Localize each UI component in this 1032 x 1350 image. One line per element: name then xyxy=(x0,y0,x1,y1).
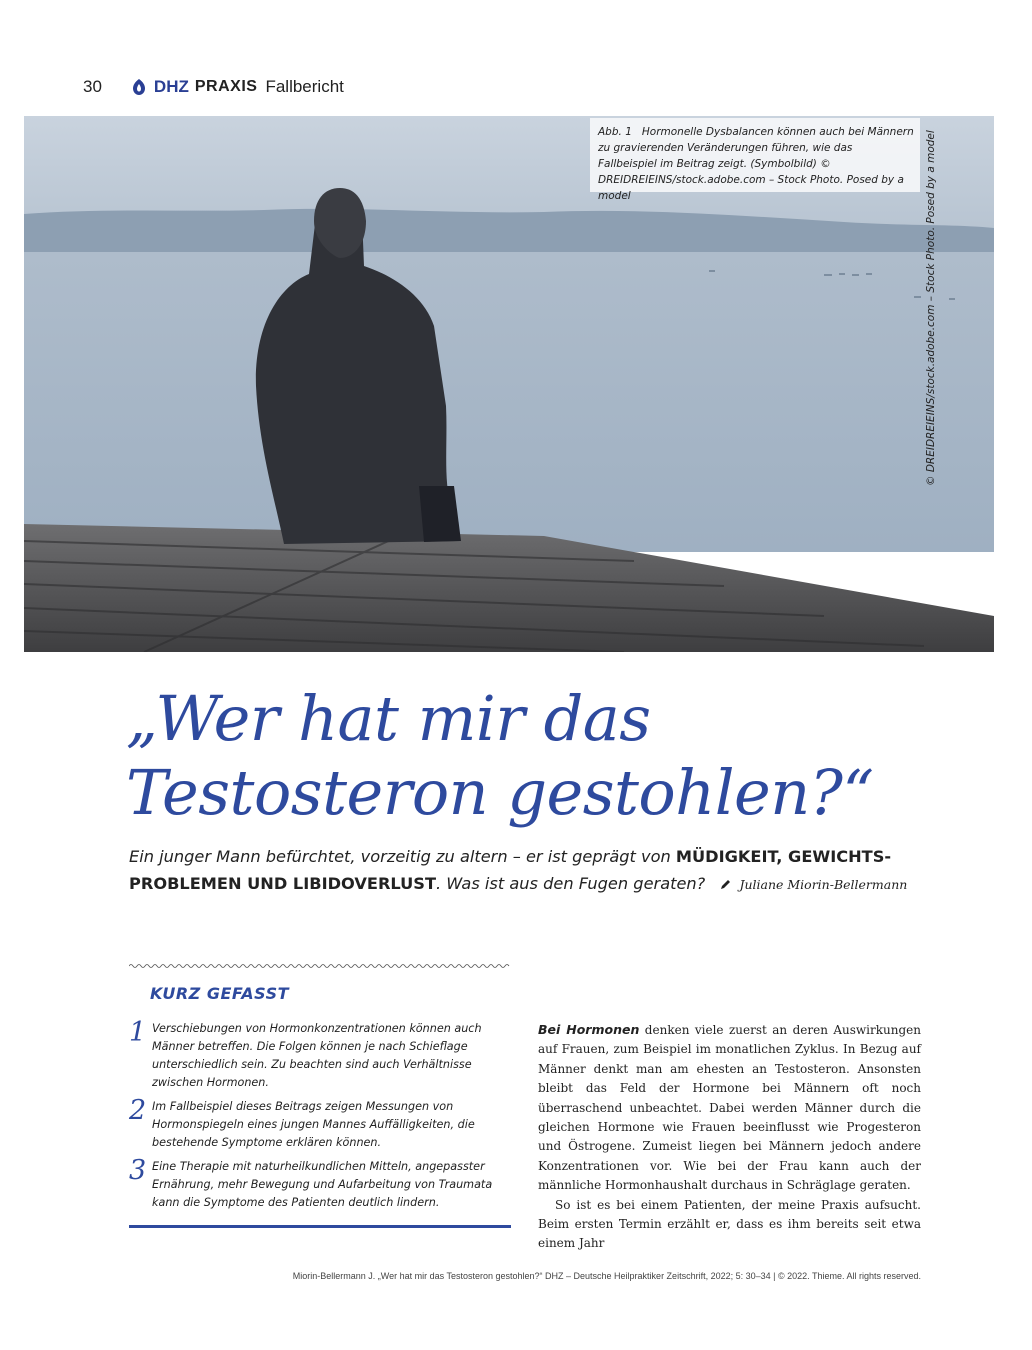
logo-praxis: PRAXIS xyxy=(194,78,258,95)
page-number: 30 xyxy=(83,77,102,96)
subtitle-part1: Ein junger Mann befürchtet, vorzeitig zu altern – er ist geprägt von xyxy=(129,847,676,866)
pen-icon xyxy=(720,879,731,890)
summary-item-number: 1 xyxy=(129,1017,147,1048)
box-wavy-divider xyxy=(129,962,511,970)
article-title xyxy=(126,682,986,830)
summary-item-text: Im Fallbeispiel dieses Beitrags zeigen Messungen von Hormonspiegeln eines jungen Mannes Auffälligkeiten, die bestehende Symptome erklären können. xyxy=(152,1100,475,1149)
summary-item-text: Verschiebungen von Hormonkonzentrationen können auch Männer betreffen. Die Folgen können je nach Schieflage unterschiedlich sein. Zu beachten sind auch Verhältnisse zwischen Hormonen. xyxy=(152,1022,482,1089)
body-paragraph-1-text: denken viele zuerst an deren Auswirkungen auf Frauen, zum Beispiel im monatlichen Zyklus. In Bezug auf Männer denkt man am ehesten an Testosteron. Ansonsten bleibt das Feld der Hormone bei Männern oft noch überraschend unbeachtet. Dabei werden Männer durch die gleichen Hormone wie Frauen beeinflusst wie Progesteron und Östrogene. Zumeist liegen bei Männern jedoch andere Konzentrationen vor. Wie bei der Frau kann auch der männliche Hormonhaushalt durchaus in Schräglage geraten. xyxy=(538,1023,921,1193)
hero-photo xyxy=(24,116,994,652)
figure-caption-text: Hormonelle Dysbalancen können auch bei Männern zu gravierenden Veränderungen führen, wie das Fallbeispiel im Beitrag zeigt. (Symbolbild) © DREIDREIEINS/stock.adobe.com – Stock Photo. Posed by a model xyxy=(598,126,914,202)
dhz-logo-icon xyxy=(130,78,148,96)
running-header xyxy=(83,74,344,100)
section-label: Fallbericht xyxy=(265,77,344,96)
summary-list xyxy=(129,1017,511,1218)
summary-item-number: 2 xyxy=(129,1095,147,1126)
subtitle-part2: . Was ist aus den Fugen geraten? xyxy=(436,874,706,893)
subtitle-caps: MÜDIGKEIT, GEWICHTS-PROBLEMEN UND LIBIDOVERLUST xyxy=(129,847,892,893)
summary-item-3 xyxy=(129,1155,511,1212)
lake-scene-illustration xyxy=(24,116,994,652)
body-text-column xyxy=(538,1020,921,1254)
photo-credit-vertical: © DREIDREIEINS/stock.adobe.com – Stock Photo. Posed by a model xyxy=(925,130,937,486)
summary-box-title: KURZ GEFASST xyxy=(150,984,290,1003)
article-title-line2: Testosteron gestohlen?“ xyxy=(126,756,874,829)
summary-item-2 xyxy=(129,1095,511,1152)
figure-caption xyxy=(590,118,920,202)
summary-box-bottom-rule xyxy=(129,1225,511,1228)
author-name: Juliane Miorin-Bellermann xyxy=(739,877,908,892)
body-paragraph-2: So ist es bei einem Patienten, der meine Praxis aufsucht. Beim ersten Termin erzählt er, dass es ihm bereits seit etwa einem Jahr xyxy=(538,1197,921,1251)
logo-dhz: DHZ xyxy=(153,77,189,96)
body-lead: Bei Hormonen xyxy=(538,1022,640,1037)
article-title-line1: „Wer hat mir das xyxy=(126,682,651,755)
body-paragraph-1 xyxy=(538,1020,921,1196)
figure-label: Abb. 1 xyxy=(598,126,632,138)
article-subtitle xyxy=(129,843,929,898)
summary-item-1 xyxy=(129,1017,511,1092)
summary-item-number: 3 xyxy=(129,1155,147,1186)
summary-item-text: Eine Therapie mit naturheilkundlichen Mitteln, angepasster Ernährung, mehr Bewegung und Aufarbeitung von Traumata kann die Symptome des Patienten deutlich lindern. xyxy=(152,1160,493,1209)
footer-citation: Miorin-Bellermann J. „Wer hat mir das Testosteron gestohlen?“ DHZ – Deutsche Heilpraktiker Zeitschrift, 2022; 5: 30–34 | © 2022. Thieme. All rights reserved. xyxy=(292,1271,921,1281)
